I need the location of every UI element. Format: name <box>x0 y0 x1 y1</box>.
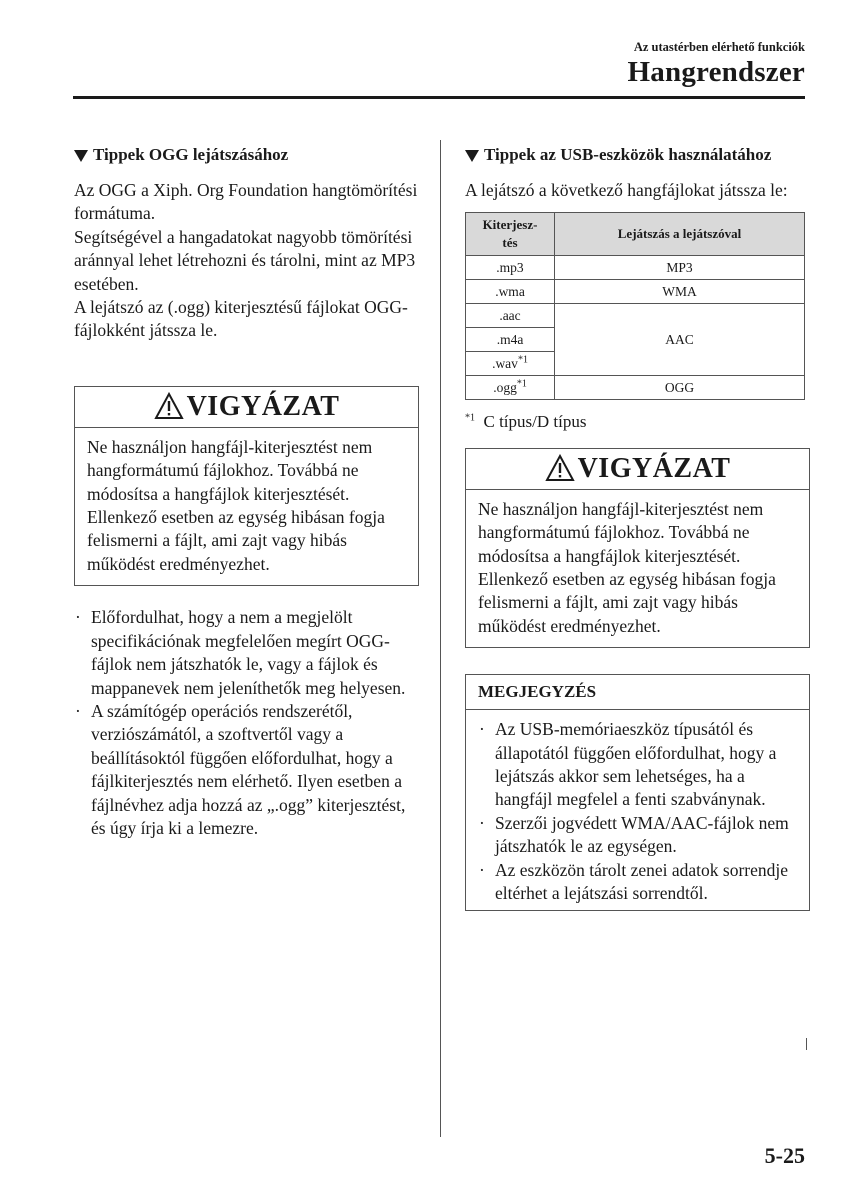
usb-tips-heading-text: Tippek az USB-eszközök használatához <box>484 145 772 164</box>
table-row: .aac AAC <box>466 304 805 328</box>
list-item: · Előfordulhat, hogy a nem a megjelölt specifikációnak megfelelően megírt OGG-fájlok nem játszhatók le, vagy a fájlok és mappanevek nem jeleníthetők meg helyesen. <box>75 607 406 698</box>
table-row: .m4a <box>466 328 805 352</box>
caution-header <box>75 387 418 428</box>
file-format-table <box>465 212 805 400</box>
warning-triangle-icon <box>154 392 184 420</box>
caution-text: Ne használjon hangfájl-kiterjesztést nem hangformátumú fájlokhoz. Továbbá ne módosítsa a hangfájlok kiterjesztését. Ellenkező esetben az egység hibásan fogja felismerni a fájlt, ami zajt vagy hibás működést eredményezhet. <box>478 498 776 636</box>
caution-box-right <box>465 448 810 648</box>
column-divider-right <box>806 1038 807 1050</box>
table-row: .wma WMA <box>466 280 805 304</box>
note-box <box>465 674 810 910</box>
list-item: · A számítógép operációs rendszerétől, verziószámától, a szoftvertől vagy a beállításoktól függően előfordulhat, hogy a fájlkiterjesztés nem elérhető. Ilyen esetben a fájlnévhez adja hozzá az „.ogg” kiterjesztést, és úgy írja ki a lemezre. <box>75 700 406 838</box>
page-title: Hangrendszer <box>627 56 805 88</box>
table-footnote: $^{*1}$ C típus/D típus <box>465 412 587 432</box>
note-title: MEGJEGYZÉS <box>466 675 809 710</box>
ogg-intro-line-2: Segítségével a hangadatokat nagyobb tömörítési aránnyal lehet létrehozni és tárolni, mint az MP3 esetében. <box>74 226 416 294</box>
list-item: · Az USB-memóriaeszköz típusától és állapotától függően előfordulhat, hogy a lejátszás akkor sem lehetséges, ha a hangfájl megfelel a fenti szabványnak. <box>479 719 777 810</box>
usb-tips-heading <box>465 143 810 167</box>
page-number: 5-25 <box>764 1143 805 1168</box>
header-section-label: Az utastérben elérhető funkciók <box>633 40 805 54</box>
header-rule <box>73 96 805 99</box>
ogg-tips-heading <box>74 143 419 167</box>
warning-triangle-icon <box>545 454 575 482</box>
table-row: .wav$^{*1}$ <box>466 352 805 376</box>
caution-header <box>466 449 809 490</box>
right-column <box>465 143 810 911</box>
caution-box-left <box>74 386 419 586</box>
caution-title: VIGYÁZAT <box>186 391 340 423</box>
table-row: .mp3 MP3 <box>466 256 805 280</box>
ogg-intro-line-1: Az OGG a Xiph. Org Foundation hangtömörítési formátuma. <box>74 180 418 224</box>
triangle-bullet-icon <box>465 150 479 162</box>
note-list <box>466 710 809 909</box>
list-item: · Szerzői jogvédett WMA/AAC-fájlok nem játszhatók le az egységen. <box>479 812 789 857</box>
list-item: · Az eszközön tárolt zenei adatok sorrendje eltérhet a lejátszási sorrendtől. <box>479 859 788 904</box>
triangle-bullet-icon <box>74 150 88 162</box>
caution-text: Ne használjon hangfájl-kiterjesztést nem hangformátumú fájlokhoz. Továbbá ne módosítsa a hangfájlok kiterjesztését. Ellenkező esetben az egység hibásan fogja felismerni a fájlt, ami zajt vagy hibás működést eredményezhet. <box>87 436 385 574</box>
table-header-extension: Kiterjesz- tés <box>466 213 555 256</box>
usb-intro: A lejátszó a következő hangfájlokat játssza le: <box>465 180 788 200</box>
ogg-intro-line-3: A lejátszó az (.ogg) kiterjesztésű fájlokat OGG-fájlokként játssza le. <box>74 297 408 341</box>
ogg-notes-list <box>74 606 419 840</box>
table-row: .ogg$^{*1}$ OGG <box>466 376 805 400</box>
table-header-playback: Lejátszás a lejátszóval <box>555 213 805 256</box>
caution-title: VIGYÁZAT <box>577 453 731 485</box>
column-divider <box>440 140 441 1137</box>
left-column <box>74 143 419 840</box>
ogg-tips-heading-text: Tippek OGG lejátszásához <box>93 145 289 164</box>
ogg-intro <box>74 179 419 343</box>
